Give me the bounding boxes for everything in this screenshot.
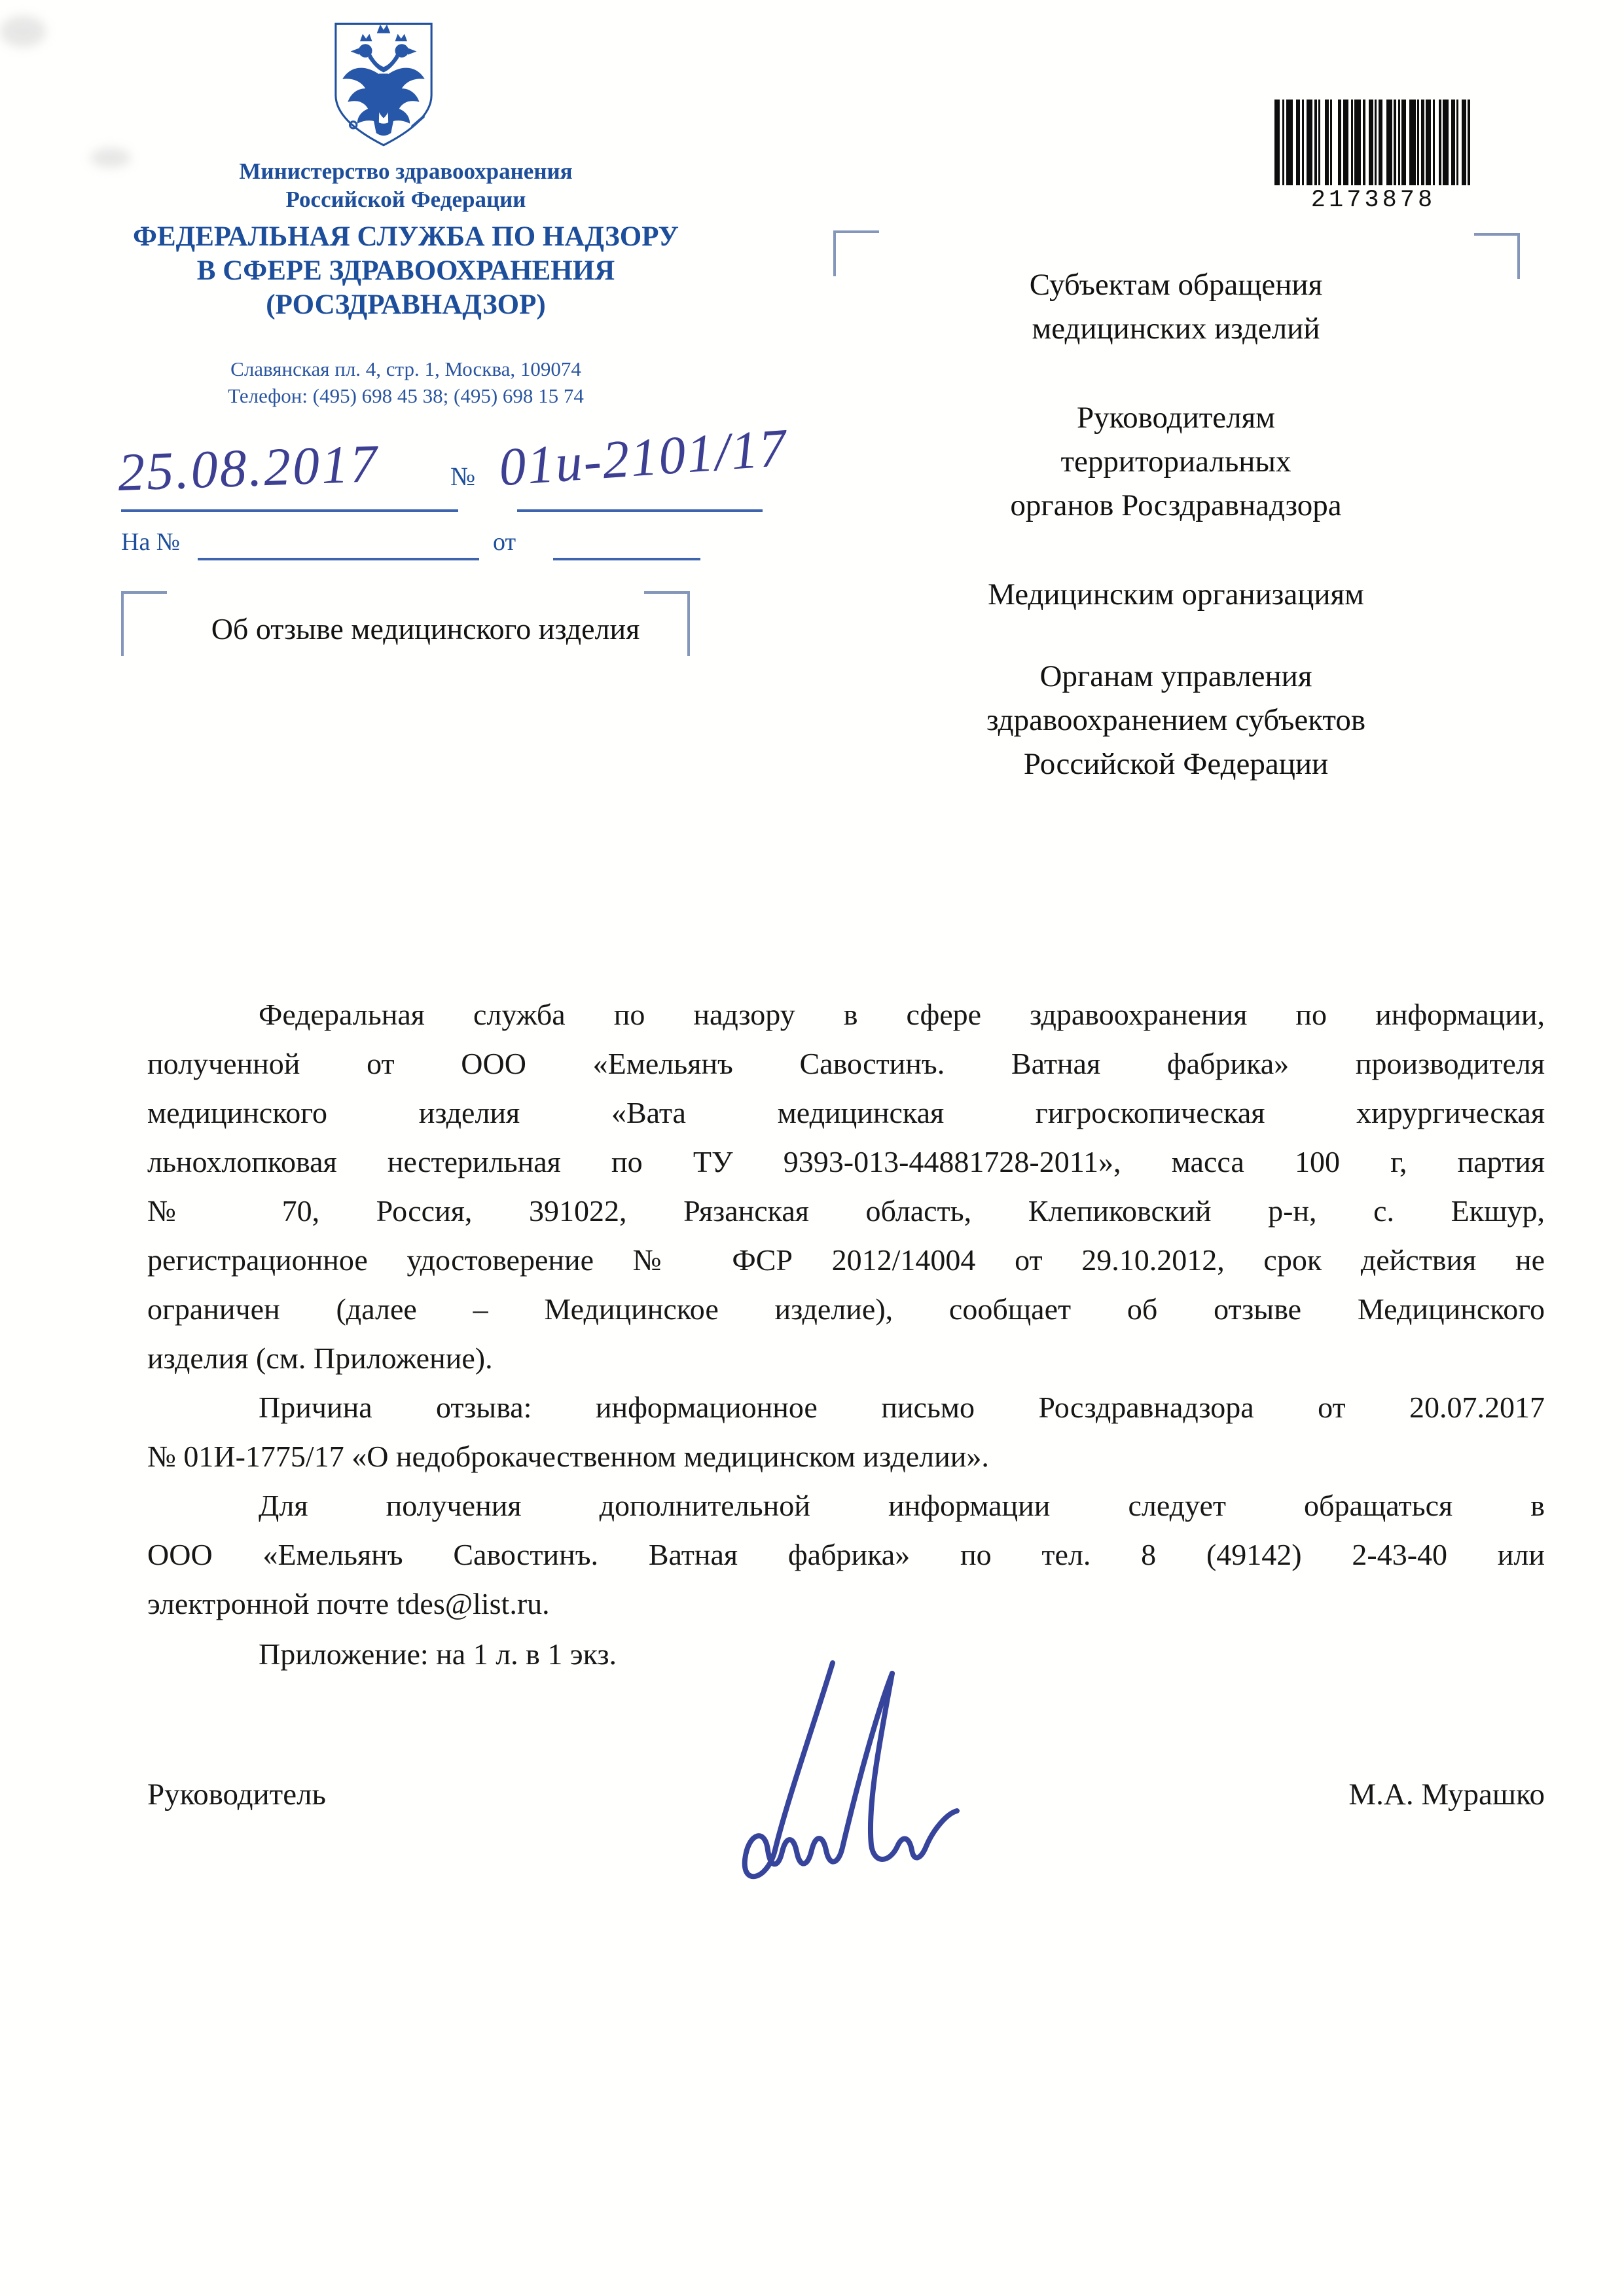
ministry-line2: Российской Федерации [285, 187, 526, 212]
handwritten-date: 25.08.2017 [117, 433, 380, 502]
service-line2: В СФЕРЕ ЗДРАВООХРАНЕНИЯ [196, 255, 615, 286]
addressee-block: Медицинским организациям [988, 577, 1364, 611]
body-line: ограничен (далее – Медицинское изделие), сообщает об отзыве Медицинского [147, 1292, 1545, 1326]
body-line: Причина отзыва: информационное письмо Росздравнадзора от 20.07.2017 [259, 1391, 1545, 1424]
letterhead-address: Славянская пл. 4, стр. 1, Москва, 109074 [230, 357, 581, 380]
subject-line: Об отзыве медицинского изделия [211, 612, 640, 646]
barcode [1274, 100, 1472, 185]
ministry-name [98, 157, 713, 213]
ref-no-underline [198, 558, 479, 560]
service-line3: (РОСЗДРАВНАДЗОР) [266, 289, 546, 320]
body-text [147, 990, 1545, 1628]
body-line: регистрационное удостоверение № ФСР 2012/14004 от 29.10.2012, срок действия не [147, 1243, 1545, 1277]
body-line: № 70, Россия, 391022, Рязанская область, Клепиковский р-н, с. Екшур, [147, 1194, 1545, 1228]
ref-from-label: от [493, 528, 516, 556]
addressee-block: Руководителям территориальных органов Росздравнадзора [1010, 401, 1342, 522]
number-underline [517, 509, 763, 512]
ref-from-underline [553, 558, 700, 560]
service-line1: ФЕДЕРАЛЬНАЯ СЛУЖБА ПО НАДЗОРУ [133, 221, 679, 252]
letterhead-phone: Телефон: (495) 698 45 38; (495) 698 15 74 [228, 384, 584, 407]
letterhead-contacts [98, 355, 713, 409]
russian-coat-of-arms-icon [326, 17, 441, 152]
body-line: Федеральная служба по надзору в сфере здравоохранения по информации, [259, 998, 1545, 1031]
barcode-number: 2173878 [1310, 187, 1436, 214]
body-line: ООО «Емельянъ Савостинъ. Ватная фабрика» по тел. 8 (49142) 2-43-40 или [147, 1538, 1545, 1571]
body-line: полученной от ООО «Емельянъ Савостинъ. Ватная фабрика» производителя [147, 1047, 1545, 1080]
ref-no-label: На № [121, 528, 181, 556]
service-name [72, 220, 740, 322]
body-line: Для получения дополнительной информации следует обращаться в [259, 1489, 1545, 1522]
attachment-line: Приложение: на 1 л. в 1 экз. [259, 1637, 617, 1671]
handwritten-number: 01и-2101/17 [497, 417, 789, 498]
signer-title: Руководитель [147, 1777, 326, 1812]
body-line: № 01И-1775/17 «О недоброкачественном медицинском изделии». [147, 1440, 989, 1473]
handwritten-signature [661, 1659, 1008, 1895]
date-underline [121, 509, 458, 512]
body-line: медицинского изделия «Вата медицинская гигроскопическая хирургическая [147, 1096, 1545, 1129]
addressee-block: Субъектам обращения медицинских изделий [1029, 268, 1323, 346]
number-sign: № [450, 462, 476, 491]
scan-smudge [0, 16, 46, 47]
ministry-line1: Министерство здравоохранения [239, 158, 573, 184]
signer-name: М.А. Мурашко [1348, 1777, 1545, 1812]
addressee-block: Органам управления здравоохранением субъектов Российской Федерации [986, 659, 1366, 781]
addressee-list [833, 263, 1519, 831]
body-line: изделия (см. Приложение). [147, 1341, 493, 1375]
body-line: электронной почте tdes@list.ru. [147, 1587, 550, 1620]
body-line: льнохлопковая нестерильная по ТУ 9393-013-44881728-2011», масса 100 г, партия [147, 1145, 1545, 1178]
